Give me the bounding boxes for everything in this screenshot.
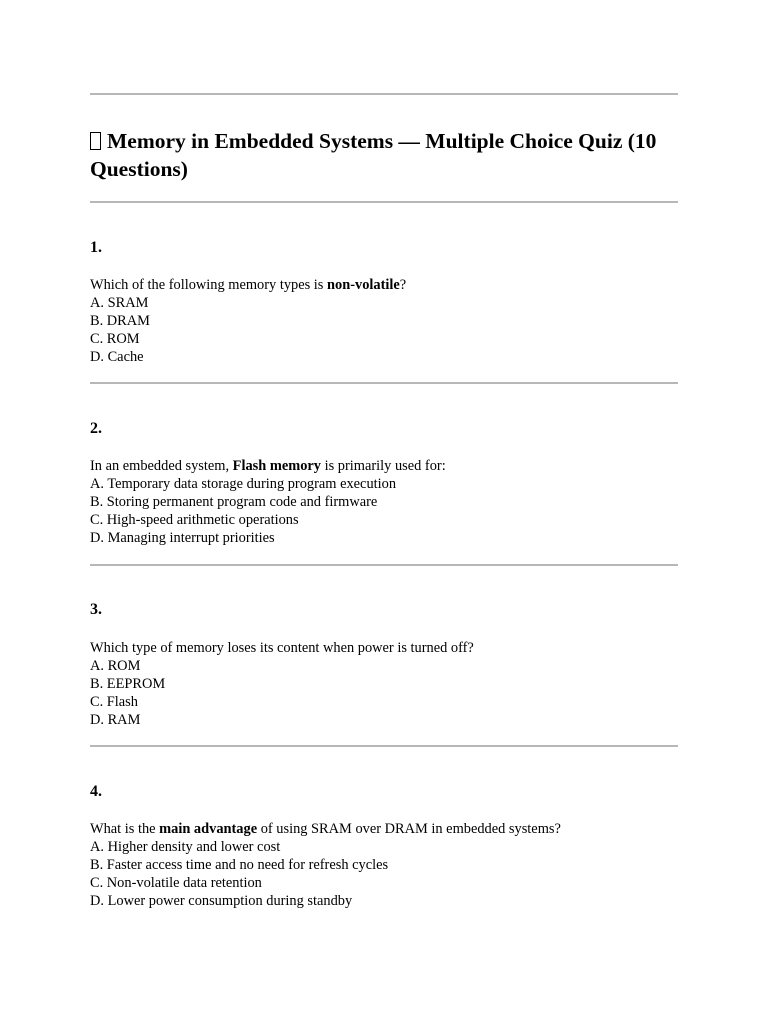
question-2-text-emphasis: Flash memory [232, 458, 321, 474]
question-3-option-b: B. EEPROM [90, 676, 166, 692]
question-1 [90, 276, 678, 366]
divider-top [90, 93, 678, 95]
question-4-text-prefix: What is the [90, 821, 160, 837]
question-2-text-prefix: In an embedded system, [90, 458, 233, 474]
question-2-option-d: D. Managing interrupt priorities [90, 530, 275, 546]
divider-after-q1 [90, 382, 678, 384]
question-4-text [90, 820, 678, 838]
question-4-text-emphasis: main advantage [159, 821, 258, 837]
question-3-text-prefix: Which type of memory loses its content when power is turned off? [90, 640, 474, 656]
question-3-number: 3. [90, 601, 102, 618]
question-3-option-d: D. RAM [90, 712, 141, 728]
divider-after-title [90, 201, 678, 203]
question-4-option-b: B. Faster access time and no need for refresh cycles [90, 857, 389, 873]
question-2-number: 2. [90, 420, 102, 437]
question-1-option-b: B. DRAM [90, 313, 150, 329]
question-3-option-c: C. Flash [90, 694, 138, 710]
question-1-text [90, 276, 678, 294]
question-2-text-suffix: is primarily used for: [321, 458, 446, 474]
question-1-number: 1. [90, 239, 102, 256]
question-1-text-emphasis: non-volatile [327, 277, 400, 293]
document-title [90, 127, 678, 183]
question-4-option-d: D. Lower power consumption during standby [90, 893, 353, 909]
missing-glyph-icon [90, 132, 101, 150]
question-1-text-prefix: Which of the following memory types is [90, 277, 328, 293]
question-3-option-a: A. ROM [90, 658, 141, 674]
divider-after-q2 [90, 564, 678, 566]
question-1-text-suffix: ? [399, 277, 407, 293]
question-1-option-d: D. Cache [90, 349, 144, 365]
question-4-option-a: A. Higher density and lower cost [90, 839, 281, 855]
question-4 [90, 820, 678, 910]
question-4-number: 4. [90, 783, 102, 800]
question-1-option-c: C. ROM [90, 331, 140, 347]
document-title-text: Memory in Embedded Systems — Multiple Choice Quiz (10 Questions) [90, 129, 657, 181]
question-1-option-a: A. SRAM [90, 295, 149, 311]
question-2-option-c: C. High-speed arithmetic operations [90, 512, 299, 528]
question-2 [90, 457, 678, 547]
question-3 [90, 639, 678, 729]
question-3-text [90, 639, 678, 657]
divider-after-q3 [90, 745, 678, 747]
question-4-option-c: C. Non-volatile data retention [90, 875, 262, 891]
question-2-text [90, 457, 678, 475]
question-2-option-a: A. Temporary data storage during program execution [90, 476, 397, 492]
question-2-option-b: B. Storing permanent program code and firmware [90, 494, 378, 510]
question-4-text-suffix: of using SRAM over DRAM in embedded systems? [257, 821, 561, 837]
